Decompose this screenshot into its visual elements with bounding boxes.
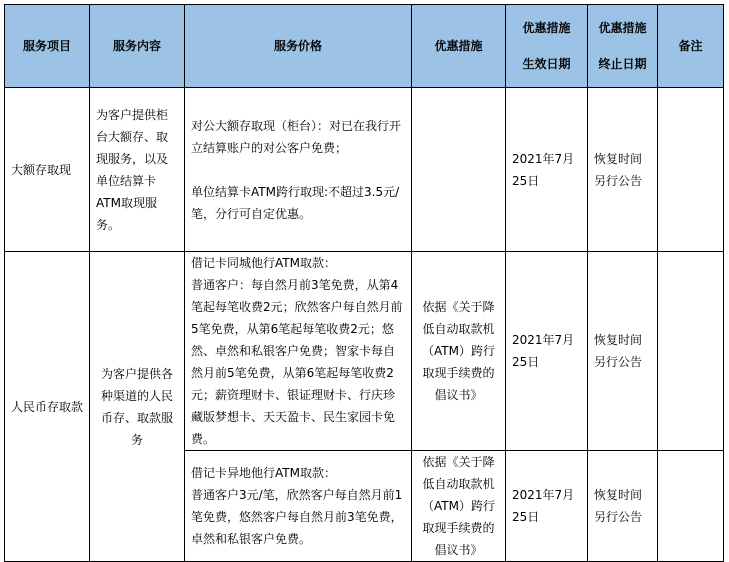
header-start-line2: 生效日期	[522, 57, 571, 71]
header-item: 服务项目	[5, 5, 90, 88]
header-start-line1: 优惠措施	[522, 21, 571, 35]
header-end-line2: 终止日期	[598, 57, 647, 71]
cell-end-date: 恢复时间另行公告	[588, 252, 658, 451]
price-paragraph-1: 对公大额存取现（柜台）：对已在我行开立结算账户的对公客户免费；	[191, 118, 402, 155]
cell-price	[185, 451, 412, 562]
price-title: 借记卡异地他行ATM取款：	[191, 466, 336, 480]
price-title: 借记卡同城他行ATM取款：	[191, 256, 336, 270]
cell-price	[185, 88, 412, 252]
cell-discount: 依据《关于降低自动取款机（ATM）跨行取现手续费的倡议书》	[412, 252, 506, 451]
header-note: 备注	[658, 5, 724, 88]
price-paragraph-2: 单位结算卡ATM跨行取现:不超过3.5元/笔，分行可自定优惠。	[191, 184, 400, 221]
cell-note	[658, 88, 724, 252]
header-content: 服务内容	[90, 5, 185, 88]
cell-start-date: 2021年7月25日	[506, 252, 588, 451]
fee-table	[4, 4, 724, 562]
price-body: 普通客户：每自然月前3笔免费，从第4笔起每笔收费2元；欣然客户每自然月前5笔免费，从第6笔起每笔收费2元；悠然、卓然和私银客户免费；智家卡每自然月前5笔免费，从第6笔起每笔收费2元；薪资理财卡、银证理财卡、行庆珍藏版梦想卡、天天盈卡、民生家园卡免费。	[191, 278, 403, 446]
cell-price	[185, 252, 412, 451]
cell-end-date: 恢复时间另行公告	[588, 88, 658, 252]
header-discount: 优惠措施	[412, 5, 506, 88]
header-start-date	[506, 5, 588, 88]
cell-end-date: 恢复时间另行公告	[588, 451, 658, 562]
header-end-line1: 优惠措施	[598, 21, 647, 35]
cell-content: 为客户提供柜台大额存、取现服务，以及单位结算卡ATM取现服务。	[90, 88, 185, 252]
header-end-date	[588, 5, 658, 88]
cell-discount: 依据《关于降低自动取款机（ATM）跨行取现手续费的倡议书》	[412, 451, 506, 562]
cell-content: 为客户提供各种渠道的人民币存、取款服务	[90, 252, 185, 562]
header-price: 服务价格	[185, 5, 412, 88]
header-row	[5, 5, 724, 88]
cell-note	[658, 451, 724, 562]
price-body: 普通客户3元/笔，欣然客户每自然月前1笔免费，悠然客户每自然月前3笔免费，卓然和私银客户免费。	[191, 488, 403, 546]
cell-start-date: 2021年7月25日	[506, 88, 588, 252]
cell-note	[658, 252, 724, 451]
cell-item: 大额存取现	[5, 88, 90, 252]
cell-item: 人民币存取款	[5, 252, 90, 562]
cell-start-date: 2021年7月25日	[506, 451, 588, 562]
cell-discount	[412, 88, 506, 252]
table-row	[5, 88, 724, 252]
table-row	[5, 252, 724, 451]
